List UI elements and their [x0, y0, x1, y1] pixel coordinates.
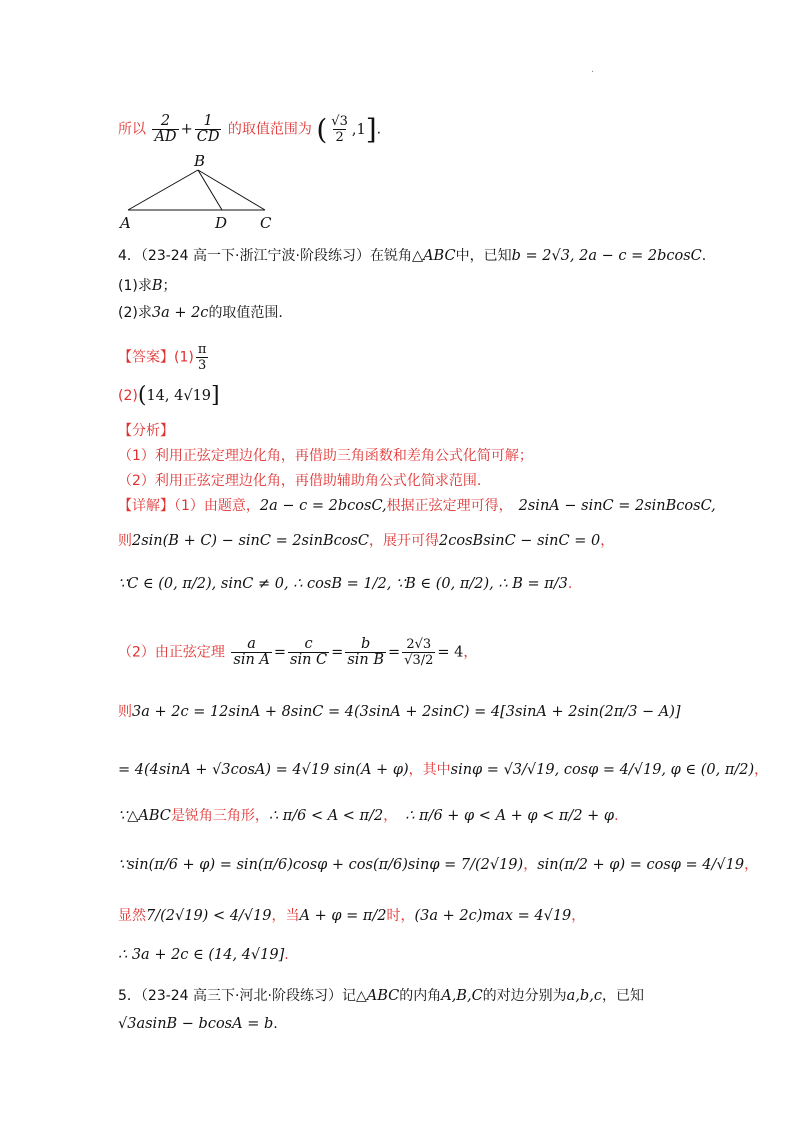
detail-line-9: 显然7/(2√19) < 4/√19，当A + φ = π/2时，(3a + 2c)max = 4√19，	[118, 908, 586, 924]
question-5: 5．（23-24 高三下·河北·阶段练习）记△ABC的内角A,B,C的对边分别为a,b,c，已知	[118, 988, 644, 1004]
analysis-line-2: （2）利用正弦定理边化角，再借助辅助角公式化简求范围.	[118, 473, 482, 489]
detail-line-8: ∵sin(π/6 + φ) = sin(π/6)cosφ + cos(π/6)sinφ = 7/(2√19)，sin(π/2 + φ) = cosφ = 4/√19，	[118, 857, 759, 873]
question-5-condition: √3asinB − bcosA = b.	[118, 1016, 278, 1032]
label-d: D	[215, 214, 228, 232]
fraction-2-ad: $\frac{2}{AD}$	[154, 113, 177, 145]
answer-part-1: 【答案】(1) $\frac{\pi}{3}$	[118, 342, 207, 373]
question-4: 4．（23-24 高一下·浙江宁波·阶段练习）在锐角△ABC中，已知b = 2√3, 2a − c = 2bcosC.	[118, 248, 707, 264]
detail-line-4: （2）由正弦定理 $\frac{a}{\text{sin A}}$ = $\frac{c}{\text{sin C}}$ = $\frac{b}{\text{sin B}}$ = $\frac{2√3}{√3/2}$ = 4，	[118, 636, 478, 668]
fraction-1-cd: $\frac{1}{CD}$	[196, 113, 220, 145]
question-4-part-1: (1)求B；	[118, 278, 177, 294]
detail-line-6: = 4(4sinA + √3cosA) = 4√19 sin(A + φ)，其中sinφ = √3/√19, cosφ = 4/√19, φ ∈ (0, π/2)，	[118, 762, 769, 778]
detail-line-2: 则2sin(B + C) − sinC = 2sinBcosC，展开可得2cosBsinC − sinC = 0，	[118, 533, 615, 549]
triangle-figure	[110, 150, 300, 232]
answer-part-2: (2)(14, 4√19]	[118, 383, 220, 408]
analysis-line-1: （1）利用正弦定理边化角，再借助三角函数和差角公式化简可解；	[118, 448, 533, 464]
page-mark: .	[591, 64, 595, 75]
detail-line-10: ∴ 3a + 2c ∈ (14, 4√19].	[118, 947, 289, 963]
detail-line-3: ∵C ∈ (0, π/2), sinC ≠ 0, ∴ cosB = 1/2, ∵B ∈ (0, π/2), ∴ B = π/3.	[118, 576, 573, 592]
text: 所以	[118, 121, 146, 138]
label-b: B	[194, 152, 206, 170]
range-value: ( $\frac{√3}{2}$ ,1]	[316, 112, 377, 146]
label-c: C	[260, 214, 272, 232]
text: 的取值范围为	[227, 121, 312, 138]
detail-line-1: 【详解】（1）由题意，2a − c = 2bcosC,根据正弦定理可得， 2sinA − sinC = 2sinBcosC,	[118, 498, 716, 514]
conclusion-line: 所以 $\frac{2}{AD}$ + $\frac{1}{CD}$ 的取值范围为 ( $\frac{√3}{2}$ ,1].	[118, 112, 382, 146]
label-a: A	[120, 214, 131, 232]
detail-line-5: 则3a + 2c = 12sinA + 8sinC = 4(3sinA + 2sinC) = 4[3sinA + 2sin(2π/3 − A)]	[118, 704, 681, 720]
analysis-label: 【分析】	[118, 423, 174, 439]
question-4-part-2: (2)求3a + 2c的取值范围.	[118, 305, 283, 321]
detail-line-7: ∵△ABC是锐角三角形，∴ π/6 < A < π/2， ∴ π/6 + φ < A + φ < π/2 + φ.	[118, 808, 619, 824]
